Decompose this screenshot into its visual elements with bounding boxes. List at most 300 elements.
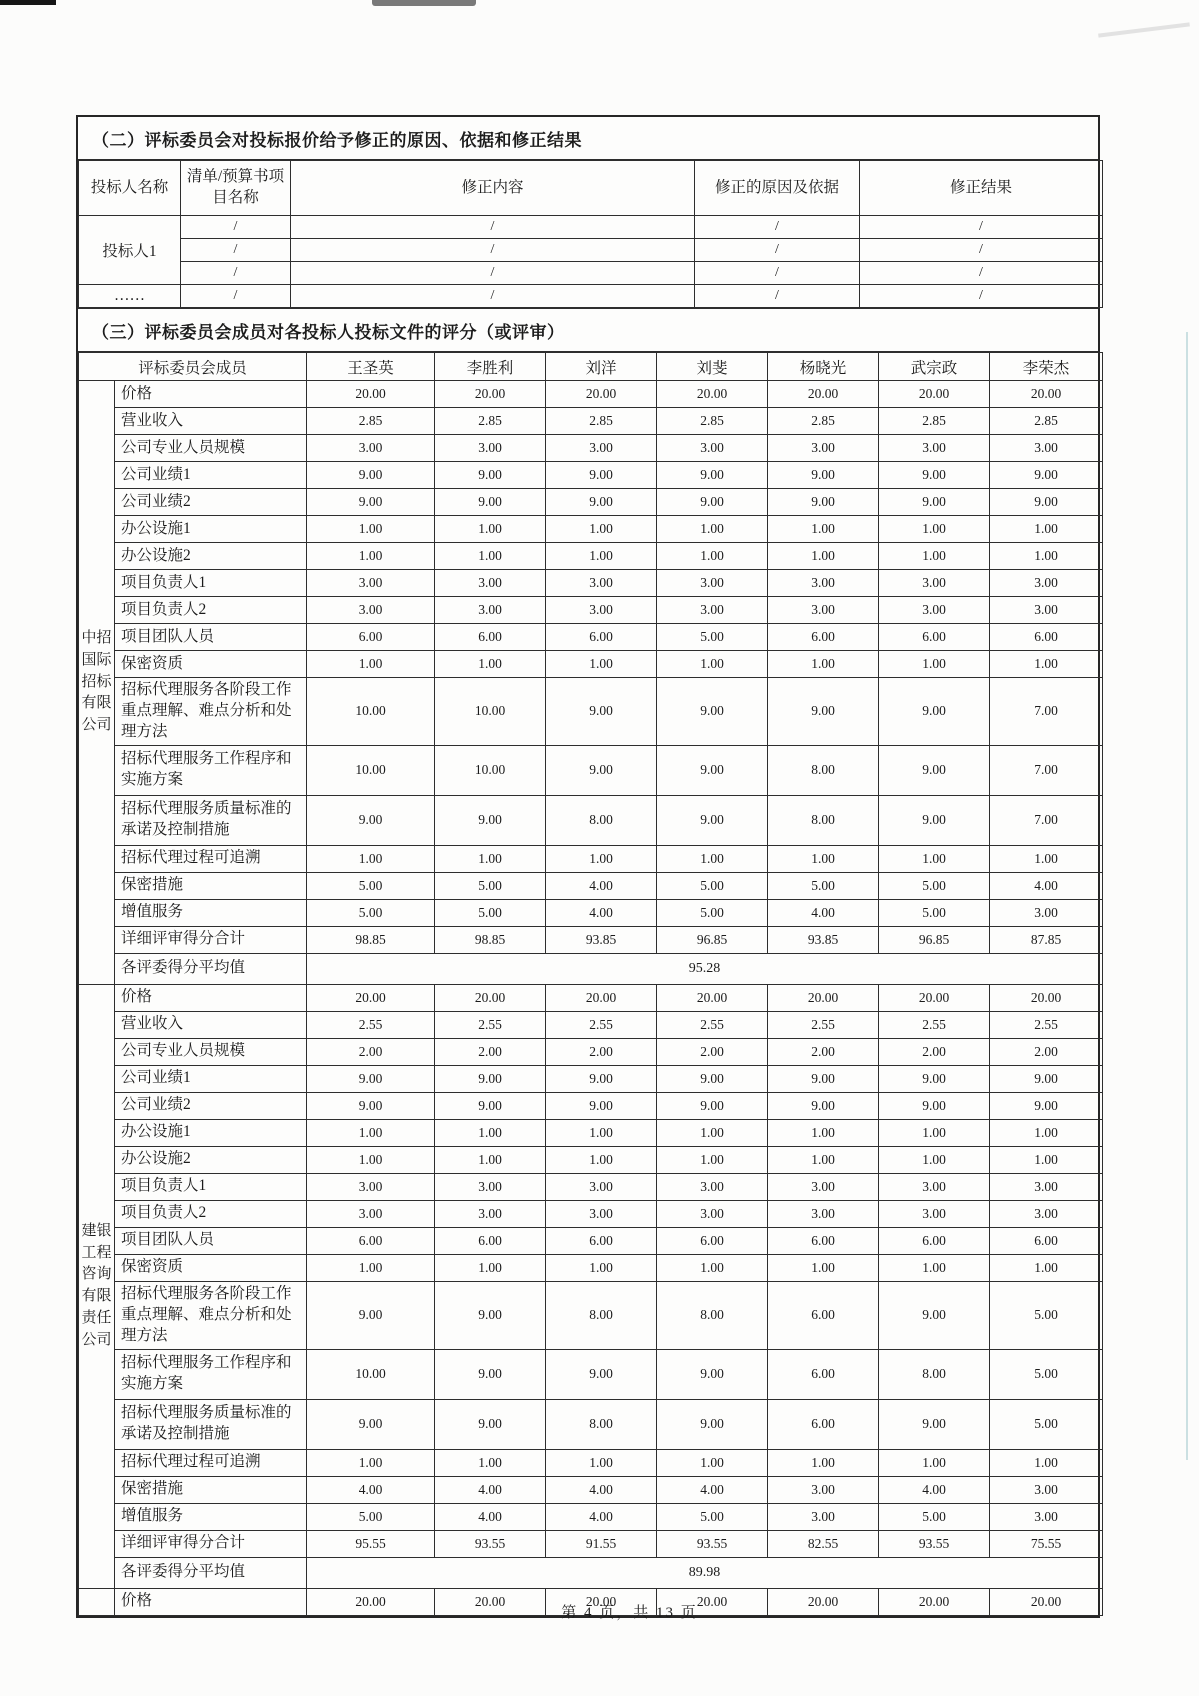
score-value-cell: 5.00 xyxy=(307,899,435,926)
score-value-cell: 3.00 xyxy=(879,570,990,597)
cell-slash: / xyxy=(695,239,860,262)
score-value-cell: 9.00 xyxy=(879,1399,990,1449)
score-value-cell: 9.00 xyxy=(768,1092,879,1119)
score-value-cell: 3.00 xyxy=(435,1173,546,1200)
score-value-cell: 2.00 xyxy=(768,1038,879,1065)
criteria-label-cell: 公司业绩1 xyxy=(115,1065,307,1092)
score-value-cell: 6.00 xyxy=(990,1227,1103,1254)
score-value-cell: 5.00 xyxy=(657,624,768,651)
cell-slash: / xyxy=(695,262,860,285)
score-row xyxy=(79,543,1103,570)
section-title-correction: （二）评标委员会对投标报价给予修正的原因、依据和修正结果 xyxy=(78,117,1098,160)
score-value-cell: 1.00 xyxy=(307,1146,435,1173)
score-value-cell: 6.00 xyxy=(768,1281,879,1349)
score-value-cell: 20.00 xyxy=(546,1588,657,1615)
criteria-label-cell: 招标代理服务各阶段工作重点理解、难点分析和处理方法 xyxy=(115,1281,307,1349)
score-value-cell: 1.00 xyxy=(307,1449,435,1476)
score-value-cell: 6.00 xyxy=(879,1227,990,1254)
criteria-label-cell: 项目负责人2 xyxy=(115,1200,307,1227)
total-value-cell: 98.85 xyxy=(307,926,435,953)
score-value-cell: 20.00 xyxy=(307,984,435,1011)
score-value-cell: 10.00 xyxy=(307,678,435,746)
price-correction-table xyxy=(78,160,1103,308)
score-value-cell: 9.00 xyxy=(768,1065,879,1092)
score-value-cell: 2.55 xyxy=(768,1011,879,1038)
bidder-more-cell: …… xyxy=(79,285,181,308)
score-value-cell: 9.00 xyxy=(879,462,990,489)
score-value-cell: 3.00 xyxy=(307,1200,435,1227)
score-value-cell: 20.00 xyxy=(879,1588,990,1615)
score-value-cell: 7.00 xyxy=(990,678,1103,746)
score-value-cell: 6.00 xyxy=(546,624,657,651)
score-value-cell: 1.00 xyxy=(768,651,879,678)
total-value-cell: 93.55 xyxy=(657,1530,768,1557)
score-value-cell: 1.00 xyxy=(879,1254,990,1281)
score-row xyxy=(79,872,1103,899)
score-value-cell: 9.00 xyxy=(879,745,990,795)
score-value-cell: 3.00 xyxy=(435,435,546,462)
cell-slash: / xyxy=(860,262,1103,285)
criteria-label-cell: 项目负责人1 xyxy=(115,1173,307,1200)
score-value-cell: 4.00 xyxy=(879,1476,990,1503)
score-row xyxy=(79,516,1103,543)
scan-artifact xyxy=(1098,22,1190,37)
score-value-cell: 1.00 xyxy=(879,1146,990,1173)
criteria-label-cell: 保密措施 xyxy=(115,872,307,899)
score-value-cell: 3.00 xyxy=(657,1173,768,1200)
score-row xyxy=(79,984,1103,1011)
total-label-cell: 详细评审得分合计 xyxy=(115,926,307,953)
score-value-cell: 3.00 xyxy=(990,1476,1103,1503)
cell-slash: / xyxy=(181,216,291,239)
criteria-label-cell: 增值服务 xyxy=(115,1503,307,1530)
score-value-cell: 9.00 xyxy=(307,1281,435,1349)
criteria-label-cell: 招标代理过程可追溯 xyxy=(115,1449,307,1476)
score-row xyxy=(79,899,1103,926)
score-value-cell: 2.85 xyxy=(307,408,435,435)
scan-artifact xyxy=(0,0,56,5)
total-value-cell: 98.85 xyxy=(435,926,546,953)
score-value-cell: 20.00 xyxy=(307,1588,435,1615)
score-value-cell: 1.00 xyxy=(768,845,879,872)
cell-slash: / xyxy=(860,239,1103,262)
score-value-cell: 9.00 xyxy=(435,1065,546,1092)
score-value-cell: 2.00 xyxy=(435,1038,546,1065)
score-value-cell: 4.00 xyxy=(546,872,657,899)
score-value-cell: 4.00 xyxy=(657,1476,768,1503)
score-row xyxy=(79,1011,1103,1038)
score-value-cell: 5.00 xyxy=(990,1399,1103,1449)
score-value-cell: 5.00 xyxy=(657,1503,768,1530)
score-value-cell: 3.00 xyxy=(990,1503,1103,1530)
score-value-cell: 1.00 xyxy=(768,516,879,543)
score-value-cell: 9.00 xyxy=(657,1065,768,1092)
score-value-cell: 7.00 xyxy=(990,745,1103,795)
score-value-cell: 1.00 xyxy=(657,845,768,872)
score-value-cell: 9.00 xyxy=(307,1399,435,1449)
cell-slash: / xyxy=(181,239,291,262)
score-value-cell: 1.00 xyxy=(879,651,990,678)
score-value-cell: 10.00 xyxy=(435,678,546,746)
score-value-cell: 5.00 xyxy=(435,899,546,926)
score-value-cell: 1.00 xyxy=(307,543,435,570)
score-value-cell: 6.00 xyxy=(435,624,546,651)
score-value-cell: 8.00 xyxy=(879,1349,990,1399)
score-value-cell: 5.00 xyxy=(435,872,546,899)
member-name-cell: 刘洋 xyxy=(546,353,657,381)
score-value-cell: 6.00 xyxy=(768,1227,879,1254)
criteria-label-cell: 增值服务 xyxy=(115,899,307,926)
average-value-cell: 95.28 xyxy=(307,953,1103,984)
score-value-cell: 5.00 xyxy=(990,1349,1103,1399)
score-value-cell: 5.00 xyxy=(990,1281,1103,1349)
score-row xyxy=(79,1065,1103,1092)
score-row xyxy=(79,1449,1103,1476)
score-value-cell: 9.00 xyxy=(657,678,768,746)
score-value-cell: 20.00 xyxy=(768,1588,879,1615)
score-value-cell: 20.00 xyxy=(879,381,990,408)
criteria-label-cell: 项目负责人2 xyxy=(115,597,307,624)
criteria-label-cell: 保密措施 xyxy=(115,1476,307,1503)
score-value-cell: 3.00 xyxy=(768,597,879,624)
section-title-scoring: （三）评标委员会成员对各投标人投标文件的评分（或评审） xyxy=(78,308,1098,352)
score-value-cell: 5.00 xyxy=(879,872,990,899)
total-value-cell: 82.55 xyxy=(768,1530,879,1557)
score-value-cell: 9.00 xyxy=(879,678,990,746)
criteria-label-cell: 保密资质 xyxy=(115,651,307,678)
score-row xyxy=(79,1227,1103,1254)
score-row xyxy=(79,624,1103,651)
score-value-cell: 2.55 xyxy=(546,1011,657,1038)
criteria-label-cell: 招标代理过程可追溯 xyxy=(115,845,307,872)
score-value-cell: 3.00 xyxy=(657,570,768,597)
score-value-cell: 1.00 xyxy=(435,1119,546,1146)
score-value-cell: 3.00 xyxy=(435,597,546,624)
table-row xyxy=(79,285,1103,308)
cell-slash: / xyxy=(291,285,695,308)
score-row xyxy=(79,795,1103,845)
score-value-cell: 1.00 xyxy=(307,651,435,678)
col-header-item-name: 清单/预算书项目名称 xyxy=(181,161,291,216)
score-value-cell: 1.00 xyxy=(435,1254,546,1281)
score-value-cell: 2.55 xyxy=(657,1011,768,1038)
score-value-cell: 9.00 xyxy=(768,462,879,489)
score-value-cell: 4.00 xyxy=(546,1476,657,1503)
score-value-cell: 3.00 xyxy=(546,1200,657,1227)
score-value-cell: 3.00 xyxy=(435,570,546,597)
score-value-cell: 9.00 xyxy=(546,462,657,489)
correction-table-header-row xyxy=(79,161,1103,216)
score-value-cell: 1.00 xyxy=(768,1254,879,1281)
score-value-cell: 4.00 xyxy=(546,1503,657,1530)
score-value-cell: 1.00 xyxy=(546,516,657,543)
score-row xyxy=(79,1092,1103,1119)
score-value-cell: 9.00 xyxy=(546,489,657,516)
score-value-cell: 9.00 xyxy=(657,462,768,489)
score-value-cell: 9.00 xyxy=(768,489,879,516)
score-value-cell: 3.00 xyxy=(768,1200,879,1227)
evaluation-score-table xyxy=(78,352,1103,1616)
score-value-cell: 20.00 xyxy=(768,984,879,1011)
cell-slash: / xyxy=(291,216,695,239)
score-value-cell: 20.00 xyxy=(435,984,546,1011)
score-value-cell: 1.00 xyxy=(435,845,546,872)
score-row xyxy=(79,462,1103,489)
score-value-cell: 3.00 xyxy=(879,1200,990,1227)
score-value-cell: 4.00 xyxy=(768,899,879,926)
score-value-cell: 3.00 xyxy=(990,1173,1103,1200)
score-value-cell: 4.00 xyxy=(435,1476,546,1503)
table-row xyxy=(79,216,1103,239)
average-label-cell: 各评委得分平均值 xyxy=(115,953,307,984)
col-header-content: 修正内容 xyxy=(291,161,695,216)
score-value-cell: 8.00 xyxy=(768,745,879,795)
score-value-cell: 10.00 xyxy=(435,745,546,795)
cell-slash: / xyxy=(860,216,1103,239)
score-row xyxy=(79,651,1103,678)
score-value-cell: 3.00 xyxy=(879,1173,990,1200)
score-row xyxy=(79,745,1103,795)
scan-artifact xyxy=(372,0,476,6)
score-value-cell: 9.00 xyxy=(879,1065,990,1092)
score-value-cell: 5.00 xyxy=(307,1503,435,1530)
score-value-cell: 5.00 xyxy=(879,899,990,926)
criteria-label-cell: 保密资质 xyxy=(115,1254,307,1281)
col-header-bidder-name: 投标人名称 xyxy=(79,161,181,216)
score-value-cell: 6.00 xyxy=(435,1227,546,1254)
criteria-label-cell: 价格 xyxy=(115,984,307,1011)
score-value-cell: 3.00 xyxy=(546,597,657,624)
score-value-cell: 1.00 xyxy=(879,1119,990,1146)
total-score-row xyxy=(79,1530,1103,1557)
score-row xyxy=(79,597,1103,624)
score-value-cell: 3.00 xyxy=(546,435,657,462)
total-value-cell: 96.85 xyxy=(879,926,990,953)
cell-slash: / xyxy=(291,262,695,285)
bidder1-cell: 投标人1 xyxy=(79,216,181,285)
score-value-cell: 1.00 xyxy=(990,1449,1103,1476)
score-value-cell: 3.00 xyxy=(657,435,768,462)
score-value-cell: 2.85 xyxy=(990,408,1103,435)
score-value-cell: 5.00 xyxy=(657,899,768,926)
score-value-cell: 3.00 xyxy=(657,1200,768,1227)
score-value-cell: 20.00 xyxy=(657,984,768,1011)
score-value-cell: 9.00 xyxy=(657,1399,768,1449)
score-value-cell: 4.00 xyxy=(307,1476,435,1503)
score-row xyxy=(79,1038,1103,1065)
company-name-cell: 中招国际招标有限公司 xyxy=(79,381,115,985)
score-value-cell: 9.00 xyxy=(879,1281,990,1349)
criteria-label-cell: 公司专业人员规模 xyxy=(115,1038,307,1065)
score-value-cell: 2.55 xyxy=(879,1011,990,1038)
score-value-cell: 6.00 xyxy=(307,624,435,651)
score-value-cell: 1.00 xyxy=(435,1146,546,1173)
score-value-cell: 9.00 xyxy=(546,745,657,795)
score-value-cell: 2.00 xyxy=(657,1038,768,1065)
criteria-label-cell: 营业收入 xyxy=(115,1011,307,1038)
score-row xyxy=(79,845,1103,872)
score-value-cell: 1.00 xyxy=(768,1449,879,1476)
score-value-cell: 1.00 xyxy=(546,543,657,570)
score-value-cell: 10.00 xyxy=(307,1349,435,1399)
total-value-cell: 87.85 xyxy=(990,926,1103,953)
score-value-cell: 1.00 xyxy=(879,845,990,872)
member-name-cell: 王圣英 xyxy=(307,353,435,381)
score-value-cell: 2.00 xyxy=(990,1038,1103,1065)
member-name-cell: 刘斐 xyxy=(657,353,768,381)
score-value-cell: 1.00 xyxy=(990,543,1103,570)
score-value-cell: 3.00 xyxy=(307,435,435,462)
score-value-cell: 1.00 xyxy=(768,1119,879,1146)
score-value-cell: 1.00 xyxy=(990,845,1103,872)
score-value-cell: 1.00 xyxy=(546,1449,657,1476)
score-value-cell: 4.00 xyxy=(990,872,1103,899)
score-value-cell: 1.00 xyxy=(657,1449,768,1476)
cell-slash: / xyxy=(291,239,695,262)
score-value-cell: 20.00 xyxy=(657,1588,768,1615)
score-value-cell: 9.00 xyxy=(307,489,435,516)
col-header-reason: 修正的原因及依据 xyxy=(695,161,860,216)
score-value-cell: 3.00 xyxy=(546,1173,657,1200)
score-value-cell: 2.85 xyxy=(768,408,879,435)
criteria-label-cell: 公司业绩1 xyxy=(115,462,307,489)
table-row xyxy=(79,262,1103,285)
document-content-frame xyxy=(76,115,1100,1618)
score-value-cell: 9.00 xyxy=(435,1281,546,1349)
score-value-cell: 2.85 xyxy=(546,408,657,435)
score-row xyxy=(79,570,1103,597)
total-score-row xyxy=(79,926,1103,953)
total-value-cell: 96.85 xyxy=(657,926,768,953)
cell-slash: / xyxy=(181,285,291,308)
score-value-cell: 7.00 xyxy=(990,795,1103,845)
score-value-cell: 1.00 xyxy=(435,543,546,570)
score-value-cell: 9.00 xyxy=(657,795,768,845)
score-value-cell: 8.00 xyxy=(546,1281,657,1349)
score-value-cell: 1.00 xyxy=(879,516,990,543)
criteria-label-cell: 招标代理服务工作程序和实施方案 xyxy=(115,745,307,795)
score-row xyxy=(79,1281,1103,1349)
score-value-cell: 4.00 xyxy=(546,899,657,926)
criteria-label-cell: 办公设施1 xyxy=(115,516,307,543)
score-value-cell: 1.00 xyxy=(307,516,435,543)
criteria-label-cell: 项目负责人1 xyxy=(115,570,307,597)
member-name-cell: 李荣杰 xyxy=(990,353,1103,381)
score-value-cell: 9.00 xyxy=(990,462,1103,489)
col-header-result: 修正结果 xyxy=(860,161,1103,216)
score-value-cell: 6.00 xyxy=(546,1227,657,1254)
score-value-cell: 6.00 xyxy=(768,1349,879,1399)
score-value-cell: 9.00 xyxy=(546,1092,657,1119)
score-value-cell: 1.00 xyxy=(546,845,657,872)
score-value-cell: 9.00 xyxy=(435,489,546,516)
score-value-cell: 3.00 xyxy=(768,435,879,462)
score-value-cell: 5.00 xyxy=(879,1503,990,1530)
cell-slash: / xyxy=(181,262,291,285)
score-value-cell: 20.00 xyxy=(768,381,879,408)
score-value-cell: 6.00 xyxy=(657,1227,768,1254)
score-value-cell: 3.00 xyxy=(435,1200,546,1227)
score-value-cell: 3.00 xyxy=(768,1173,879,1200)
score-value-cell: 1.00 xyxy=(657,516,768,543)
score-value-cell: 9.00 xyxy=(657,1349,768,1399)
criteria-label-cell: 办公设施2 xyxy=(115,1146,307,1173)
score-value-cell: 9.00 xyxy=(435,1092,546,1119)
score-value-cell: 1.00 xyxy=(657,1146,768,1173)
average-score-row xyxy=(79,953,1103,984)
score-value-cell: 3.00 xyxy=(990,899,1103,926)
score-value-cell: 20.00 xyxy=(657,381,768,408)
score-value-cell: 2.55 xyxy=(307,1011,435,1038)
score-value-cell: 3.00 xyxy=(768,1476,879,1503)
score-value-cell: 9.00 xyxy=(990,1065,1103,1092)
score-value-cell: 9.00 xyxy=(879,1092,990,1119)
total-value-cell: 93.55 xyxy=(435,1530,546,1557)
score-row xyxy=(79,678,1103,746)
score-value-cell: 9.00 xyxy=(307,1092,435,1119)
criteria-label-cell: 办公设施2 xyxy=(115,543,307,570)
score-row xyxy=(79,1200,1103,1227)
score-value-cell: 9.00 xyxy=(435,462,546,489)
score-value-cell: 1.00 xyxy=(307,1119,435,1146)
score-value-cell: 9.00 xyxy=(657,1092,768,1119)
score-value-cell: 3.00 xyxy=(768,570,879,597)
score-value-cell: 9.00 xyxy=(879,795,990,845)
score-value-cell: 2.85 xyxy=(435,408,546,435)
score-value-cell: 9.00 xyxy=(546,1065,657,1092)
score-value-cell: 9.00 xyxy=(435,1399,546,1449)
score-value-cell: 2.85 xyxy=(657,408,768,435)
score-value-cell: 20.00 xyxy=(307,381,435,408)
score-value-cell: 3.00 xyxy=(546,570,657,597)
score-row xyxy=(79,435,1103,462)
criteria-label-cell: 办公设施1 xyxy=(115,1119,307,1146)
score-value-cell: 2.00 xyxy=(546,1038,657,1065)
score-value-cell: 8.00 xyxy=(546,1399,657,1449)
score-value-cell: 3.00 xyxy=(990,570,1103,597)
criteria-label-cell: 价格 xyxy=(115,381,307,408)
criteria-label-cell: 招标代理服务质量标准的承诺及控制措施 xyxy=(115,795,307,845)
score-value-cell: 4.00 xyxy=(435,1503,546,1530)
score-value-cell: 3.00 xyxy=(307,597,435,624)
score-value-cell: 9.00 xyxy=(307,1065,435,1092)
score-value-cell: 9.00 xyxy=(990,489,1103,516)
criteria-label-cell: 项目团队人员 xyxy=(115,624,307,651)
score-value-cell: 3.00 xyxy=(307,1173,435,1200)
score-value-cell: 1.00 xyxy=(546,1254,657,1281)
score-value-cell: 9.00 xyxy=(990,1092,1103,1119)
score-value-cell: 2.85 xyxy=(879,408,990,435)
score-value-cell: 8.00 xyxy=(657,1281,768,1349)
criteria-label-cell: 公司业绩2 xyxy=(115,1092,307,1119)
score-value-cell: 1.00 xyxy=(435,1449,546,1476)
score-value-cell: 1.00 xyxy=(307,845,435,872)
score-value-cell: 9.00 xyxy=(546,1349,657,1399)
total-value-cell: 91.55 xyxy=(546,1530,657,1557)
score-value-cell: 20.00 xyxy=(546,984,657,1011)
criteria-label-cell: 招标代理服务工作程序和实施方案 xyxy=(115,1349,307,1399)
score-row xyxy=(79,381,1103,408)
criteria-label-cell: 招标代理服务质量标准的承诺及控制措施 xyxy=(115,1399,307,1449)
score-value-cell: 1.00 xyxy=(546,1146,657,1173)
member-header-cell: 评标委员会成员 xyxy=(79,353,307,381)
criteria-label-cell: 公司业绩2 xyxy=(115,489,307,516)
score-value-cell: 1.00 xyxy=(768,1146,879,1173)
average-label-cell: 各评委得分平均值 xyxy=(115,1557,307,1588)
total-value-cell: 75.55 xyxy=(990,1530,1103,1557)
score-value-cell: 9.00 xyxy=(879,489,990,516)
total-value-cell: 95.55 xyxy=(307,1530,435,1557)
